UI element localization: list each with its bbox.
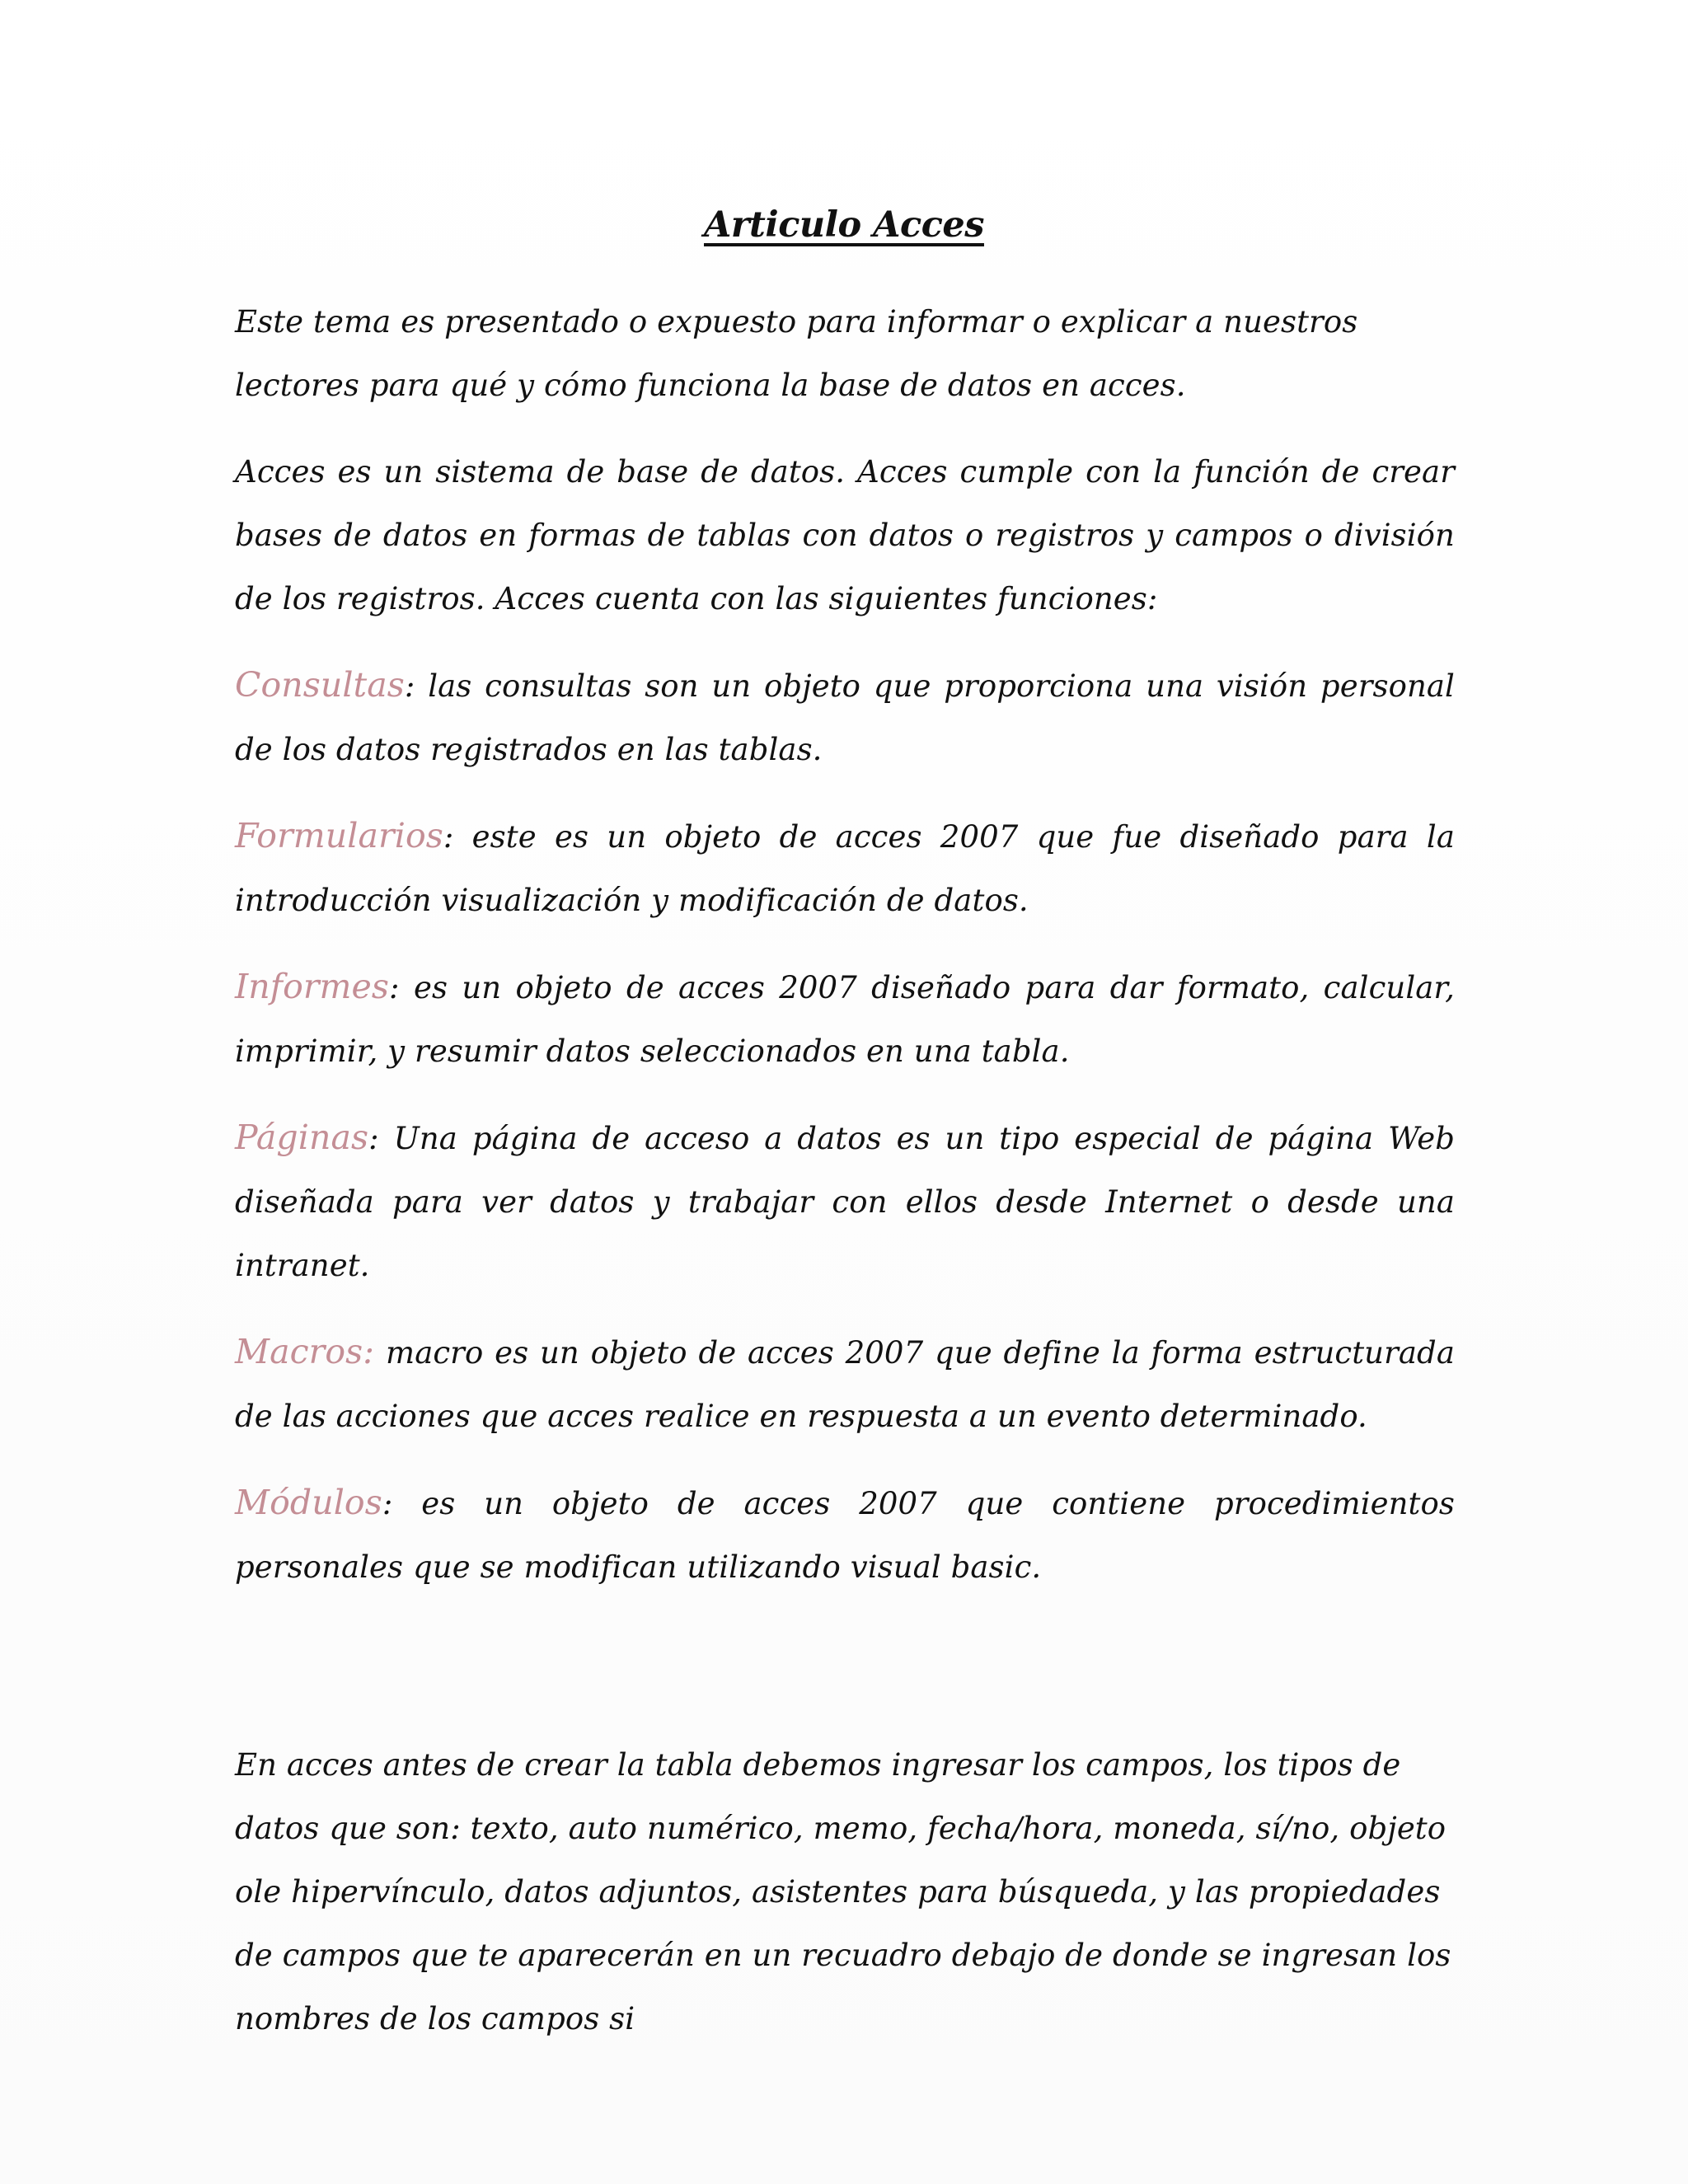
paragraph-spacer [235, 1622, 1455, 1733]
function-informes [235, 955, 1455, 1083]
function-modulos [235, 1471, 1455, 1599]
term-formularios: Formularios [235, 816, 443, 855]
function-formularios [235, 804, 1455, 932]
document-title: Articulo Acces [704, 204, 984, 246]
intro-paragraph: Este tema es presentado o expuesto para informar o explicar a nuestros lectores para qué y cómo funciona la base de datos en acces. [235, 304, 1358, 403]
term-macros: Macros: [235, 1332, 375, 1371]
overview-paragraph: Acces es un sistema de base de datos. Acces cumple con la función de crear bases de datos en formas de tablas con datos o registros y campos o división de los registros. Acces cuenta con las siguientes funciones: [235, 454, 1455, 616]
description-paginas: : Una página de acceso a datos es un tipo especial de página Web diseñada para ver datos y trabajar con ellos desde Internet o desde una intranet. [235, 1121, 1455, 1283]
function-paginas [235, 1106, 1455, 1297]
description-consultas: : las consultas son un objeto que proporciona una visión personal de los datos registrados en las tablas. [235, 668, 1455, 767]
document-body [235, 290, 1455, 2074]
description-informes: : es un objeto de acces 2007 diseñado para dar formato, calcular, imprimir, y resumir datos seleccionados en una tabla. [235, 970, 1455, 1069]
description-modulos: : es un objeto de acces 2007 que contiene procedimientos personales que se modifican utilizando visual basic. [235, 1486, 1455, 1585]
term-informes: Informes [235, 967, 390, 1006]
term-consultas: Consultas [235, 665, 405, 705]
term-paginas: Páginas [235, 1118, 369, 1157]
closing-paragraph: En acces antes de crear la tabla debemos ingresar los campos, los tipos de datos que son: texto, auto numérico, memo, fecha/hora, moneda, sí/no, objeto ole hipervínculo, datos adjuntos, asistentes para búsqueda, y las propiedades de campos que te aparecerán en un recuadro debajo de donde se ingresan los nombres de los campos si [235, 1747, 1451, 2036]
function-macros [235, 1320, 1455, 1448]
term-modulos: Módulos [235, 1483, 382, 1522]
function-consultas [235, 654, 1455, 781]
description-formularios: : este es un objeto de acces 2007 que fue diseñado para la introducción visualización y modificación de datos. [235, 819, 1455, 918]
description-macros: macro es un objeto de acces 2007 que define la forma estructurada de las acciones que acces realice en respuesta a un evento determinado. [235, 1335, 1455, 1434]
